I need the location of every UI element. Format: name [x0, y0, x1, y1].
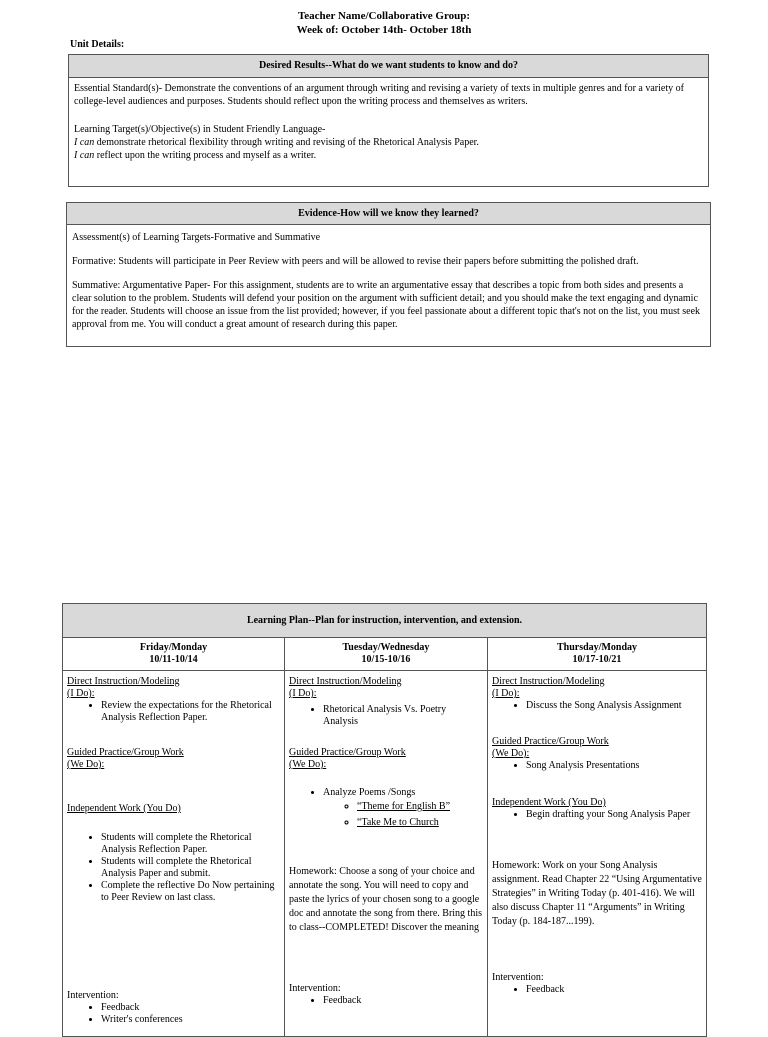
independent-list — [67, 832, 280, 904]
plan-column-3 — [488, 671, 707, 1037]
essential-standard: Essential Standard(s)- Demonstrate the conventions of an argument through writing and revising a variety of texts in multiple genres and for a variety of college-level audiences and purposes. Students should reflect upon the writing process and themselves as writers. — [74, 83, 684, 107]
assessment-label: Assessment(s) of Learning Targets-Formative and Summative — [72, 232, 321, 243]
day-name: Thursday/Monday — [556, 642, 638, 653]
guided-practice-label: Guided Practice/Group Work — [492, 736, 609, 747]
list-item: • Complete the reflective Do Now pertaining to Peer Review on last class. — [101, 880, 280, 904]
summative-text: Summative: Argumentative Paper- For this assignment, students are to write an argumentative essay that describes a topic from both sides and presents a clear solution to the problem. Students will defend your position on the argument with sufficient detail; and you should make the text engaging and dynamic for the reader. Students will choose an issue from the list provided; however, if you feel passionate about a different topic that's not on the list, you must seek approval from me. You will conduct a great amount of research during this paper. — [72, 280, 701, 330]
independent-work-label: Independent Work (You Do) — [67, 803, 181, 814]
unit-details-label: Unit Details: — [70, 39, 125, 50]
day-header-2 — [285, 638, 488, 671]
intervention-label: Intervention: — [492, 972, 544, 983]
list-item: • Students will complete the Rhetorical Analysis Reflection Paper. — [101, 832, 280, 856]
header-week: Week of: October 14th- October 18th — [296, 24, 472, 36]
target-2-text: reflect upon the writing process and myself as a writer. — [94, 150, 317, 161]
guided-practice-label: Guided Practice/Group Work — [289, 747, 406, 758]
song-sublist — [289, 799, 483, 831]
list-item: • Analyze Poems /Songs — [323, 787, 483, 799]
list-item: • Writer's conferences — [101, 1014, 280, 1026]
list-item: ◦ “Theme for English B” — [357, 799, 483, 815]
day-name: Friday/Monday — [139, 642, 208, 653]
we-do-label: (We Do): — [67, 759, 105, 770]
we-do-label: (We Do): — [492, 748, 530, 759]
guided-list — [492, 760, 702, 772]
i-do-label: (I Do): — [492, 688, 520, 699]
desired-results-box — [68, 54, 709, 187]
intervention-label: Intervention: — [67, 990, 119, 1001]
independent-work-label: Independent Work (You Do) — [492, 797, 606, 808]
learning-target-1 — [74, 136, 703, 149]
list-item: • Feedback — [526, 984, 702, 996]
direct-instruction-label: Direct Instruction/Modeling — [67, 676, 180, 687]
learning-plan-title: Learning Plan--Plan for instruction, intervention, and extension. — [63, 604, 707, 638]
direct-list — [67, 700, 280, 724]
evidence-title: Evidence-How will we know they learned? — [67, 203, 710, 225]
intervention-list — [492, 984, 702, 996]
list-item: • Begin drafting your Song Analysis Paper — [526, 809, 702, 821]
day-header-1 — [63, 638, 285, 671]
direct-list — [289, 704, 483, 728]
we-do-label: (We Do): — [289, 759, 327, 770]
list-item: • Review the expectations for the Rhetorical Analysis Reflection Paper. — [101, 700, 280, 724]
plan-column-2 — [285, 671, 488, 1037]
i-do-label: (I Do): — [289, 688, 317, 699]
formative-text: Formative: Students will participate in Peer Review with peers and will be allowed to revise their papers before submitting the polished draft. — [72, 256, 639, 267]
day-header-3 — [488, 638, 707, 671]
list-item: • Feedback — [101, 1002, 280, 1014]
direct-instruction-label: Direct Instruction/Modeling — [289, 676, 402, 687]
guided-list — [289, 787, 483, 799]
evidence-box — [66, 202, 711, 347]
list-item: ◦ “Take Me to Church — [357, 815, 483, 831]
intervention-label: Intervention: — [289, 983, 341, 994]
learning-plan-table — [62, 603, 707, 1037]
plan-column-1 — [63, 671, 285, 1037]
day-dates: 10/17-10/21 — [572, 654, 622, 665]
list-item: • Discuss the Song Analysis Assignment — [526, 700, 702, 712]
guided-practice-label: Guided Practice/Group Work — [67, 747, 184, 758]
direct-list — [492, 700, 702, 712]
list-item: • Rhetorical Analysis Vs. Poetry Analysis — [323, 704, 483, 728]
list-item: • Feedback — [323, 995, 483, 1007]
homework-text: Homework: Work on your Song Analysis assignment. Read Chapter 22 “Using Argumentative Strategies” in Writing Today (p. 401-416). We will also discuss Chapter 11 “Arguments” in Writing Today (p. 184-187...199). — [492, 860, 702, 927]
i-can-text: I can — [74, 150, 95, 161]
i-can-text: I can — [74, 137, 95, 148]
day-dates: 10/15-10/16 — [361, 654, 411, 665]
header-teacher: Teacher Name/Collaborative Group: — [297, 10, 471, 22]
day-name: Tuesday/Wednesday — [342, 642, 430, 653]
list-item: • Song Analysis Presentations — [526, 760, 702, 772]
intervention-list — [67, 1002, 280, 1026]
day-dates: 10/11-10/14 — [149, 654, 198, 665]
learning-target-2 — [74, 149, 703, 162]
target-1-text: demonstrate rhetorical flexibility through writing and revising of the Rhetorical Analysis Paper. — [94, 137, 479, 148]
i-do-label: (I Do): — [67, 688, 95, 699]
intervention-list — [289, 995, 483, 1007]
desired-results-title: Desired Results--What do we want students to know and do? — [69, 55, 708, 78]
learning-target-label: Learning Target(s)/Objective(s) in Student Friendly Language- — [74, 124, 326, 135]
list-item: • Students will complete the Rhetorical Analysis Paper and submit. — [101, 856, 280, 880]
direct-instruction-label: Direct Instruction/Modeling — [492, 676, 605, 687]
homework-text: Homework: Choose a song of your choice and annotate the song. You will need to copy and paste the lyrics of your chosen song to a google doc and annotate the song from there. Bring this to class--COMPLETED! Discover the meaning — [289, 866, 483, 933]
independent-list — [492, 809, 702, 821]
